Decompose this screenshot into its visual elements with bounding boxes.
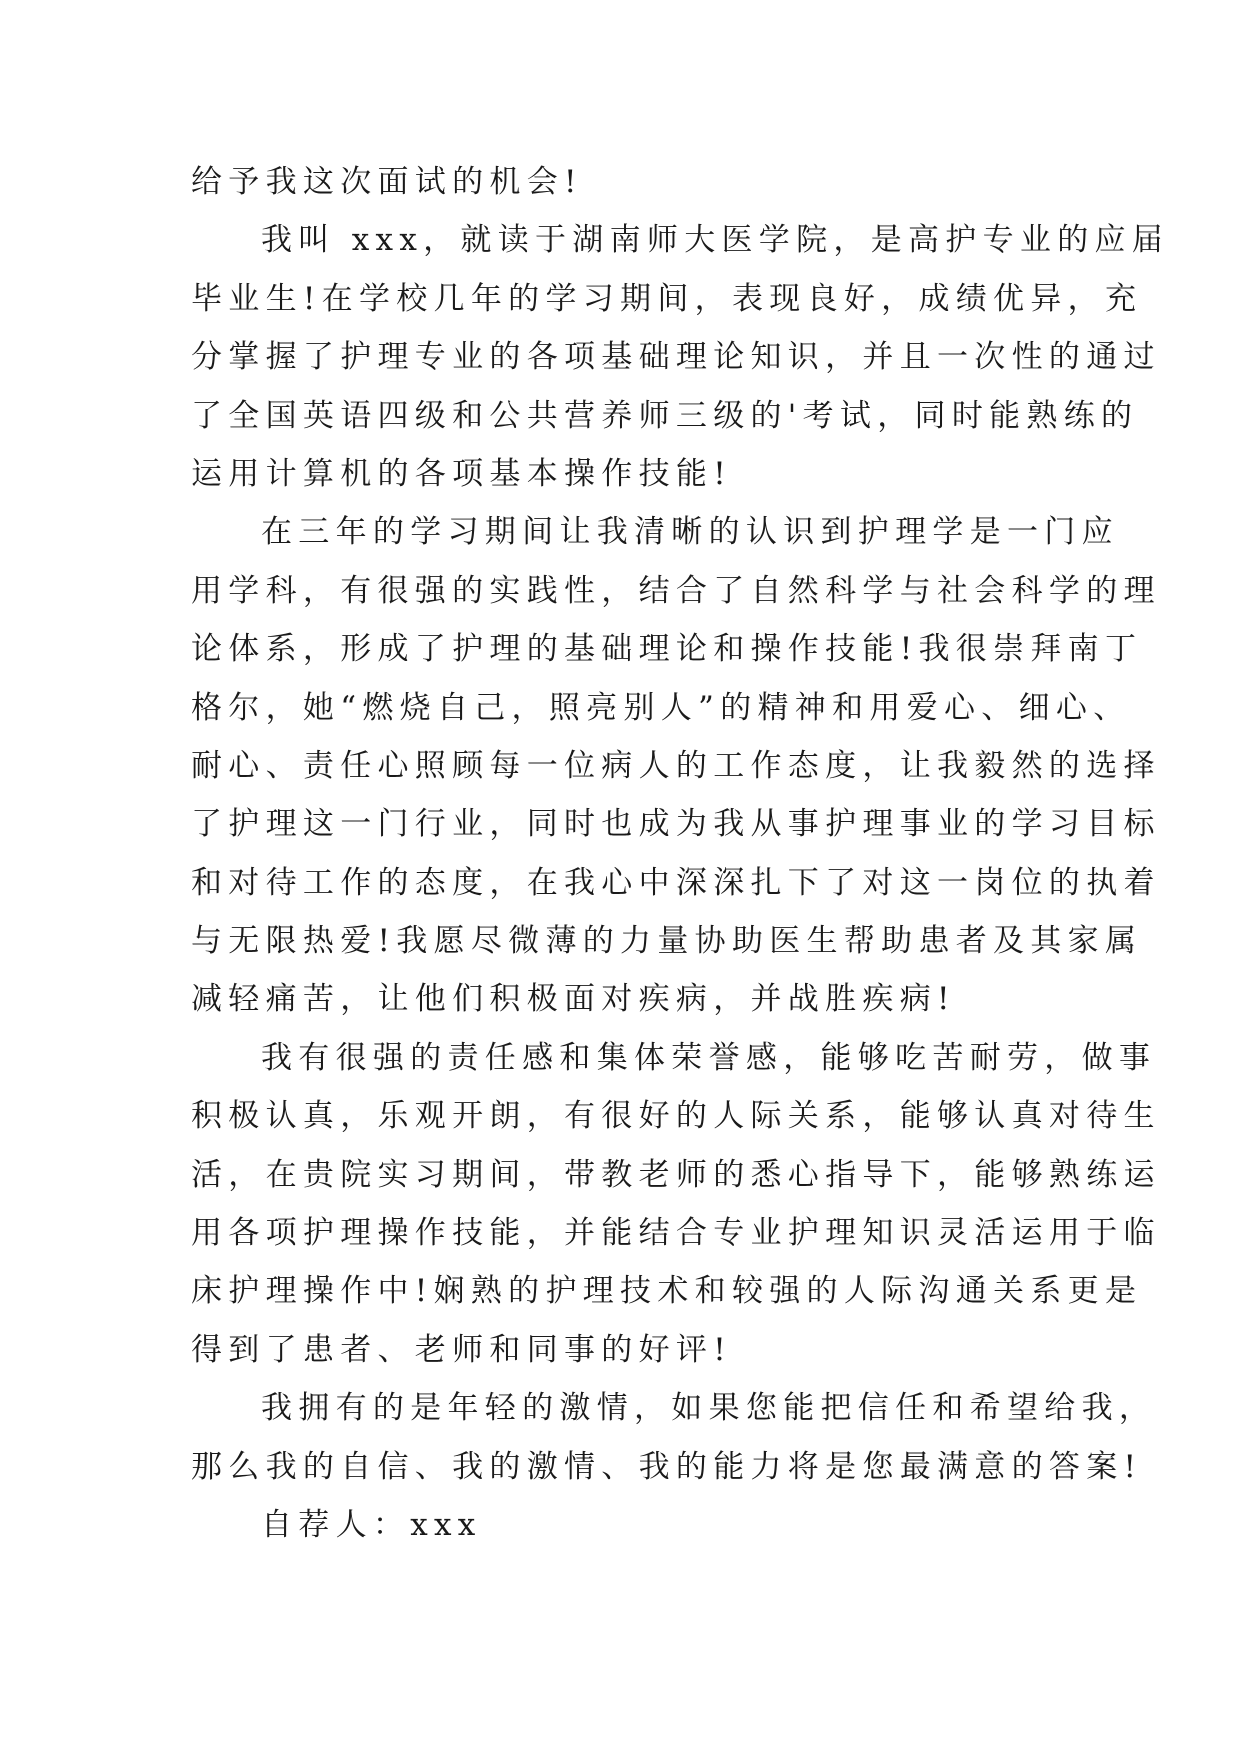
text-line: 论体系，形成了护理的基础理论和操作技能!我很崇拜南丁 — [191, 631, 1143, 668]
text-line: 耐心、责任心照顾每一位病人的工作态度，让我毅然的选择 — [191, 747, 1161, 784]
text-line: 积极认真，乐观开朗，有很好的人际关系，能够认真对待生 — [191, 1098, 1161, 1135]
text-line: 床护理操作中!娴熟的护理技术和较强的人际沟通关系更是 — [191, 1273, 1143, 1310]
text-line: 格尔，她“燃烧自己，照亮别人”的精神和用爱心、细心、 — [191, 689, 1131, 726]
text-line: 用学科，有很强的实践性，结合了自然科学与社会科学的理 — [191, 572, 1161, 609]
text-line: 得到了患者、老师和同事的好评! — [191, 1331, 732, 1368]
text-line: 毕业生!在学校几年的学习期间，表现良好，成绩优异，充 — [191, 280, 1143, 317]
text-line: 和对待工作的态度，在我心中深深扎下了对这一岗位的执着 — [191, 864, 1161, 901]
text-line: 我叫 xxx，就读于湖南师大医学院，是高护专业的应届 — [261, 222, 1170, 259]
text-line: 我拥有的是年轻的激情，如果您能把信任和希望给我， — [261, 1390, 1157, 1427]
text-line: 在三年的学习期间让我清晰的认识到护理学是一门应 — [261, 514, 1119, 551]
text-line: 分掌握了护理专业的各项基础理论知识，并且一次性的通过 — [191, 339, 1161, 376]
text-line: 自荐人：xxx — [261, 1506, 482, 1543]
text-line: 活，在贵院实习期间，带教老师的悉心指导下，能够熟练运 — [191, 1156, 1161, 1193]
letter-body — [191, 153, 1170, 1554]
text-line: 减轻痛苦，让他们积极面对疾病，并战胜疾病! — [191, 981, 956, 1018]
text-line: 给予我这次面试的机会! — [191, 164, 583, 200]
text-line: 了护理这一门行业，同时也成为我从事护理事业的学习目标 — [191, 806, 1161, 843]
text-line: 了全国英语四级和公共营养师三级的'考试，同时能熟练的 — [191, 397, 1139, 434]
text-line: 那么我的自信、我的激情、我的能力将是您最满意的答案! — [191, 1448, 1143, 1485]
text-line: 用各项护理操作技能，并能结合专业护理知识灵活运用于临 — [191, 1215, 1161, 1252]
text-line: 运用计算机的各项基本操作技能! — [191, 455, 732, 492]
text-line: 我有很强的责任感和集体荣誉感，能够吃苦耐劳，做事 — [261, 1039, 1157, 1076]
text-line: 与无限热爱!我愿尽微薄的力量协助医生帮助患者及其家属 — [191, 923, 1143, 960]
